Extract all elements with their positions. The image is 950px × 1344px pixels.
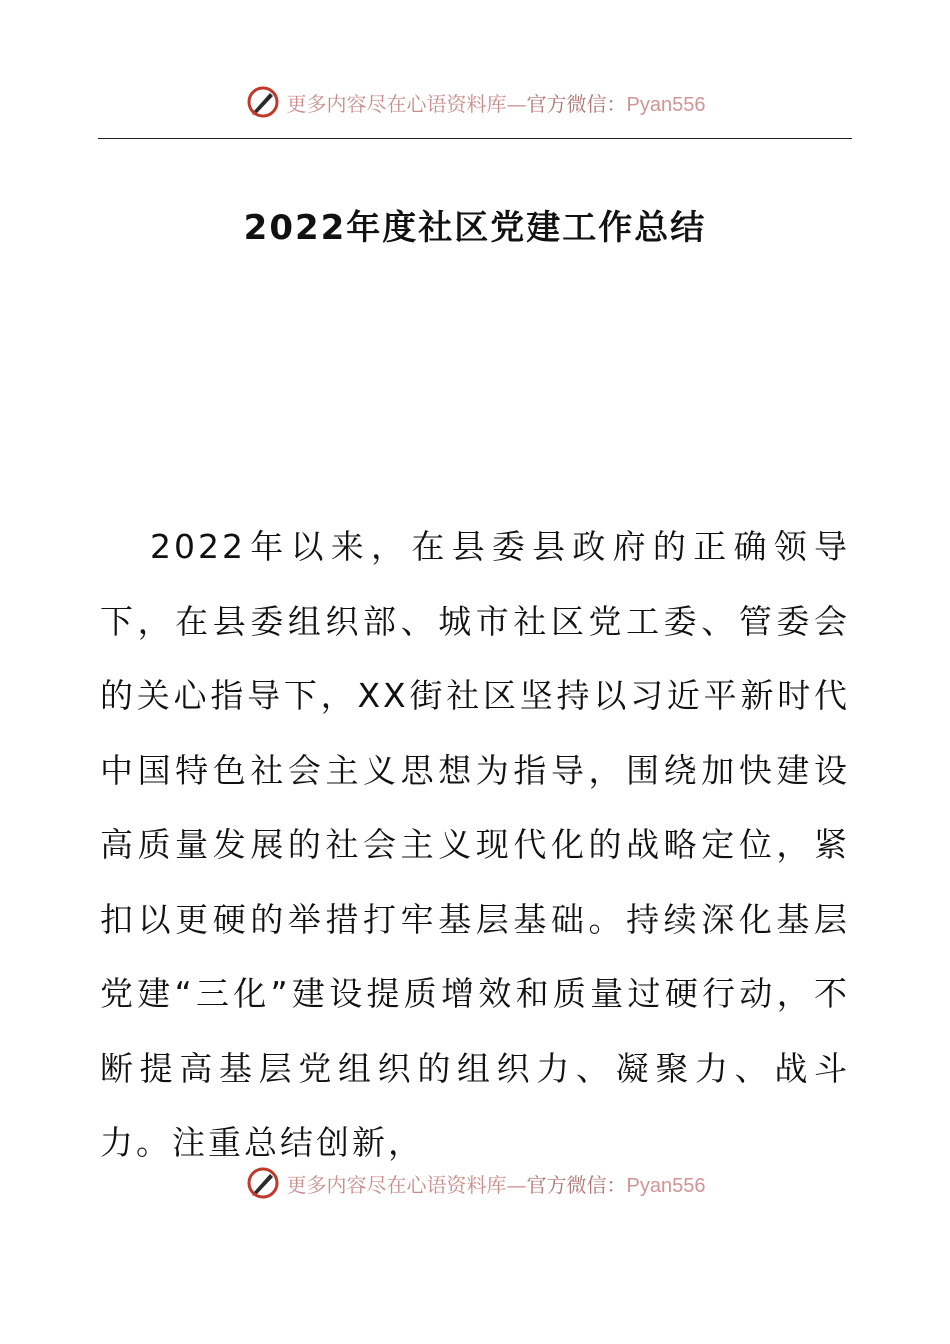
footer-watermark — [0, 1163, 950, 1203]
watermark-text-cn: 更多内容尽在心语资料库— — [286, 1172, 527, 1197]
header-divider — [98, 138, 852, 139]
watermark-text-id: Pyan556 — [626, 93, 706, 116]
pen-circle-logo-icon — [245, 1165, 281, 1201]
watermark-text-wechat: 官方微信： — [526, 91, 627, 116]
document-paragraph: 2022年以来，在县委县政府的正确领导下，在县委组织部、城市社区党工委、管委会的关心指导下，XX街社区坚持以习近平新时代中国特色社会主义思想为指导，围绕加快建设高质量发展的社会主义现代化的战略定位，紧扣以更硬的举措打牢基层基础。持续深化基层党建“三化”建设提质增效和质量过硬行动，不断提高基层党组织的组织力、凝聚力、战斗力。注重总结创新， — [100, 527, 850, 1162]
document-title: 2022年度社区党建工作总结 — [243, 208, 707, 248]
watermark-text-id: Pyan556 — [626, 1174, 706, 1197]
pen-circle-logo-icon — [245, 84, 281, 120]
watermark-text-wechat: 官方微信： — [526, 1172, 627, 1197]
watermark-text — [287, 88, 706, 117]
header-watermark — [0, 82, 950, 122]
watermark-text-cn: 更多内容尽在心语资料库— — [286, 91, 527, 116]
watermark-text — [287, 1169, 706, 1198]
